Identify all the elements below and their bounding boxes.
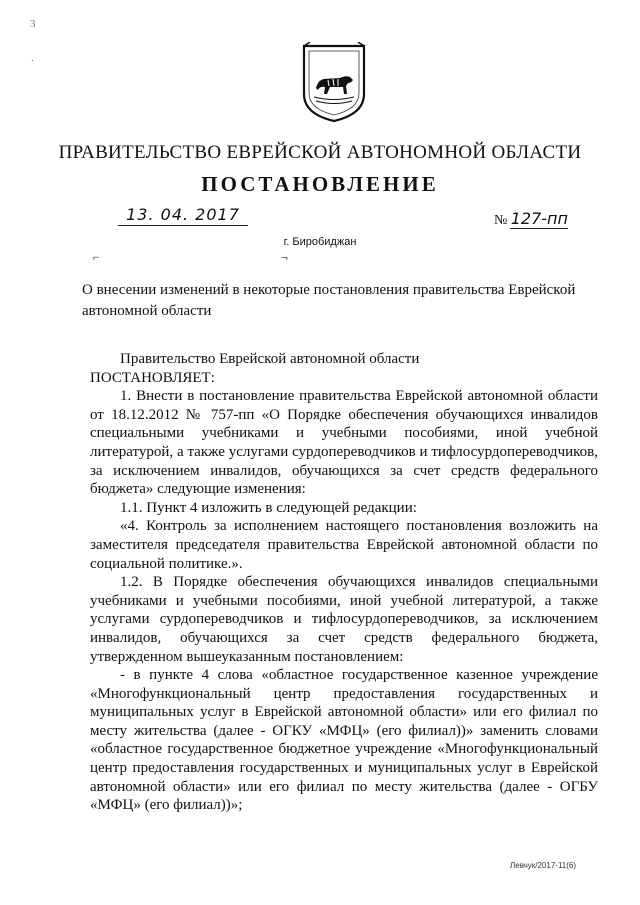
- document-body: [90, 350, 598, 815]
- document-number-block: [494, 209, 568, 229]
- document-number: 127-пп: [510, 209, 568, 228]
- number-prefix: №: [494, 213, 508, 228]
- item-1-2-bullet: - в пункте 4 слова «областное государственное казенное учреждение «Многофункциональный центр предоставления государственных и муниципальных услуг в Еврейской автономной области» или его филиал по месту жительства (далее - ОГКУ «МФЦ» (его филиал))» заменить словами «областное государственное бюджетное учреждение «Многофункциональный центр предоставления государственных и муниципальных услуг в Еврейской автономной области» или его филиал по месту жительства (далее - ОГБУ «МФЦ» (его филиал))»;: [90, 667, 598, 814]
- page-dot: .: [31, 52, 34, 64]
- document-type: ПОСТАНОВЛЕНИЕ: [201, 172, 439, 196]
- item-1-2-paragraph: 1.2. В Порядке обеспечения обучающихся инвалидов специальными учебниками и учебными пособиями, иной учебной литературой, а также услугами сурдопереводчиков и тифлосурдопереводчиков, за исключением инвалидов, обучающихся за счет средств федерального бюджета, утвержденном вышеуказанным постановлением:: [90, 574, 598, 665]
- city-name: г. Биробиджан: [283, 236, 357, 248]
- bracket-right: ¬: [281, 250, 288, 264]
- footer-code: Левчук/2017-11(6): [510, 861, 577, 870]
- page-mark: 3: [30, 18, 36, 30]
- item-1-paragraph: 1. Внести в постановление правительства Еврейской автономной области от 18.12.2012 № 757-пп «О Порядке обеспечения обучающихся инвалидов специальными учебниками и учебными пособиями, иной учебной литературой, а также услугами сурдопереводчиков и тифлосурдопереводчиков, за исключением инвалидов, обучающихся за счет средств федерального бюджета» следующие изменения:: [90, 388, 598, 498]
- document-date: 13. 04. 2017: [118, 205, 248, 226]
- item-1-1-paragraph: 1.1. Пункт 4 изложить в следующей редакции:: [120, 499, 417, 516]
- intro-paragraph: Правительство Еврейской автономной области: [120, 351, 420, 367]
- bracket-left: ⌐: [93, 250, 100, 264]
- government-title: ПРАВИТЕЛЬСТВО ЕВРЕЙСКОЙ АВТОНОМНОЙ ОБЛАСТИ: [58, 142, 582, 163]
- item-1-1-text: «4. Контроль за исполнением настоящего постановления возложить на заместителя председателя правительства Еврейской автономной области по социальной политике.».: [90, 518, 598, 572]
- coat-of-arms-emblem-icon: [300, 42, 368, 124]
- resolves-heading: ПОСТАНОВЛЯЕТ:: [90, 369, 215, 386]
- document-subject: О внесении изменений в некоторые постановления правительства Еврейской автономной области: [82, 282, 576, 319]
